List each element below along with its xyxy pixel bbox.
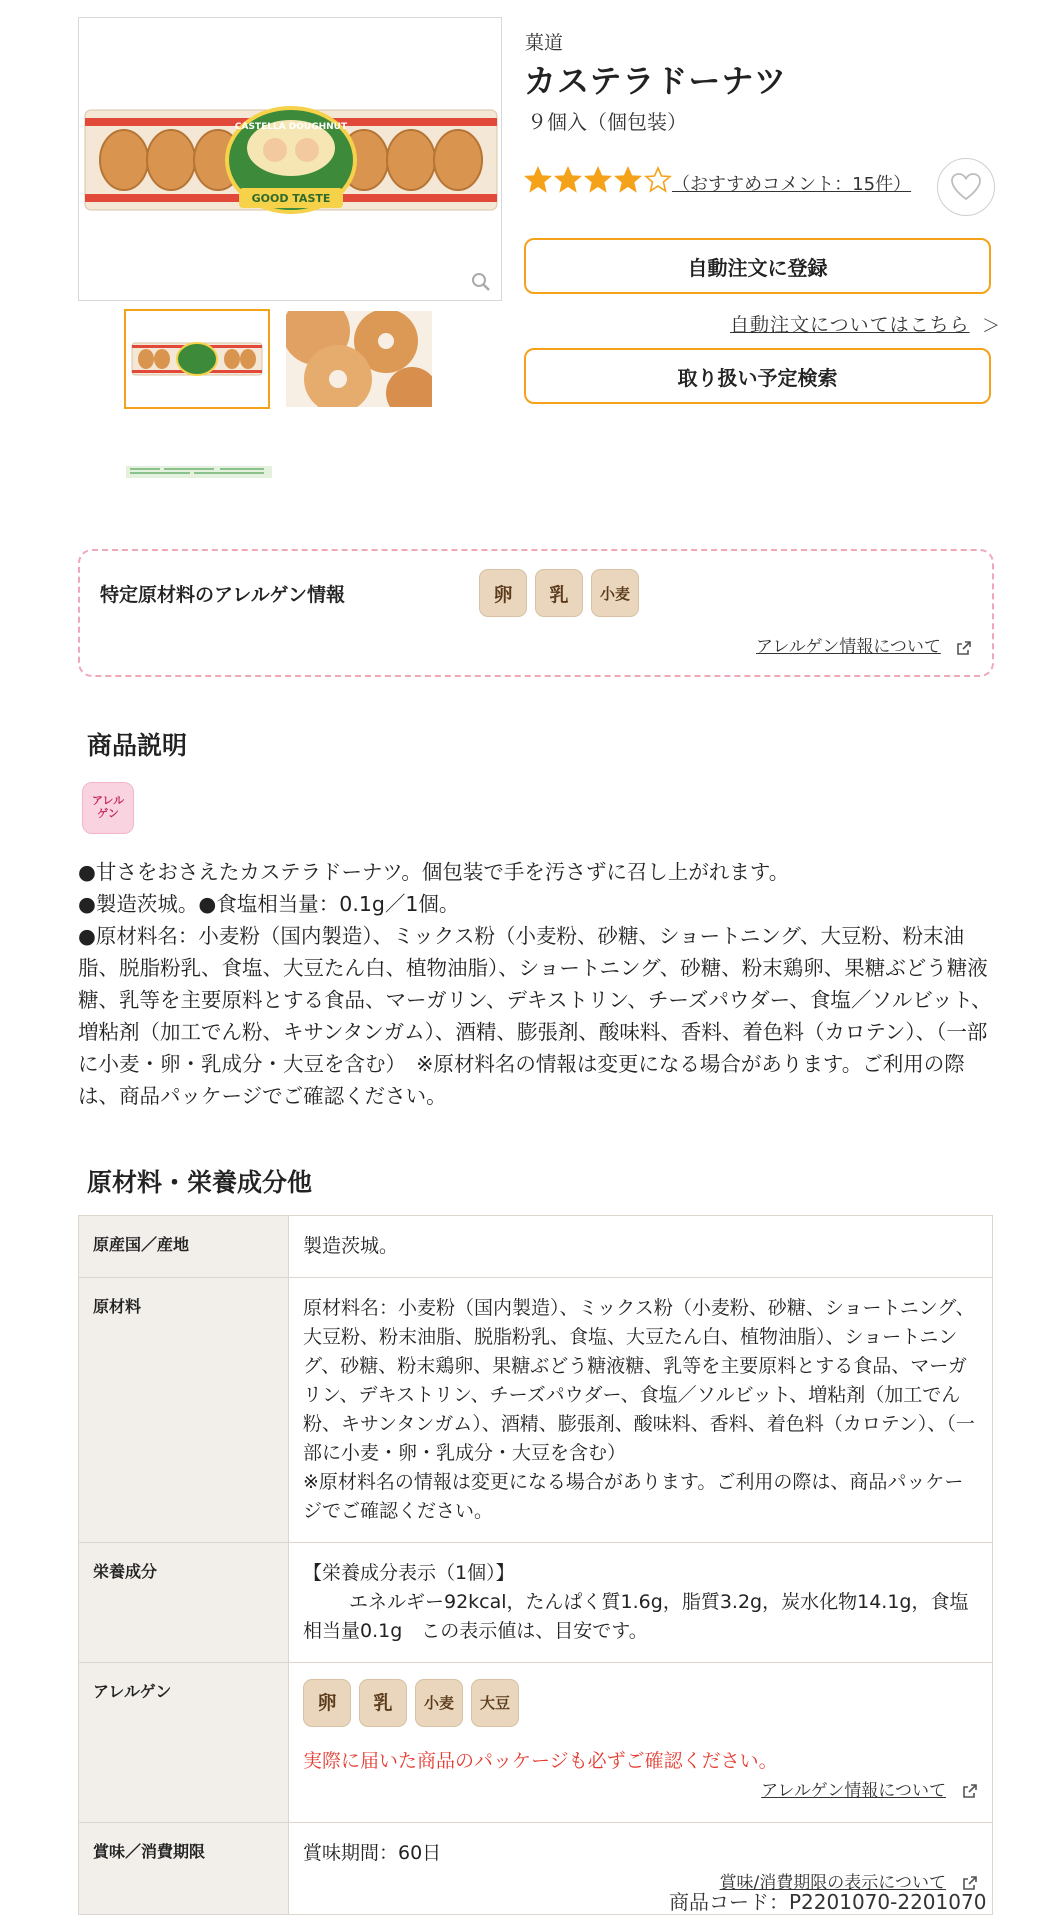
allergen-cell [289, 1663, 993, 1823]
external-link-icon [956, 640, 972, 656]
auto-order-info-link[interactable]: 自動注文についてはこちら [730, 314, 970, 336]
allergen-label: アレルゲン [79, 1663, 289, 1823]
allergen-wheat-icon: 小麦 [415, 1679, 463, 1727]
package-text-top: CASTELLA DOUGHNUT [234, 122, 348, 132]
star-filled-icon [524, 166, 552, 193]
allergen-warning: 実際に届いた商品のパッケージも必ずご確認ください。 [303, 1750, 778, 1772]
favorite-button[interactable] [937, 158, 995, 216]
origin-label: 原産国／産地 [79, 1216, 289, 1278]
star-filled-icon [554, 166, 582, 193]
nutrition-heading: 原材料・栄養成分他 [87, 1168, 313, 1197]
description-line: ●製造茨城。●食塩相当量：0.1g／1個。 [78, 892, 460, 916]
allergen-badge-line2: ゲン [97, 807, 119, 820]
review-comments-link[interactable]: （おすすめコメント：15件） [672, 174, 912, 195]
description-text [78, 856, 998, 1112]
spec-table [78, 1215, 993, 1915]
ingredients-note: ※原材料名の情報は変更になる場合があります。ご利用の際は、商品パッケージでご確認ください。 [303, 1471, 964, 1522]
thumbnail-label-image [124, 458, 274, 484]
allergen-icon-list [303, 1679, 978, 1727]
allergen-soy-icon: 大豆 [471, 1679, 519, 1727]
main-product-image[interactable] [78, 17, 502, 301]
nutrition-title: 【栄養成分表示（1個）】 [303, 1562, 515, 1584]
product-code: 商品コード：P2201070-2201070 [669, 1890, 987, 1914]
allergen-about-link-wrap[interactable] [756, 632, 972, 657]
zoom-icon[interactable] [471, 272, 491, 292]
origin-value: 製造茨城。 [289, 1216, 993, 1278]
nutrition-cell [289, 1543, 993, 1663]
ingredients-cell [289, 1278, 993, 1543]
allergen-info-title: 特定原材料のアレルゲン情報 [100, 584, 346, 606]
nutrition-label: 栄養成分 [79, 1543, 289, 1663]
product-quantity: ９個入（個包装） [527, 110, 687, 134]
allergen-about-link[interactable]: アレルゲン情報について [761, 1781, 946, 1801]
thumbnail-label[interactable] [124, 458, 274, 484]
allergen-egg-icon: 卵 [479, 569, 527, 617]
allergen-wheat-icon: 小麦 [591, 569, 639, 617]
description-heading: 商品説明 [87, 731, 188, 760]
table-row [79, 1543, 993, 1663]
chevron-right-icon: ＞ [982, 316, 1000, 337]
thumbnail-package[interactable] [124, 309, 270, 409]
nutrition-value: エネルギー92kcal，たんぱく質1.6g，脂質3.2g，炭水化物14.1g，食塩相当量0.1g この表示値は、目安です。 [303, 1591, 969, 1642]
maker-name[interactable]: 菓道 [525, 32, 564, 54]
table-row [79, 1663, 993, 1823]
allergen-badge-icon [82, 782, 134, 834]
allergen-about-link[interactable]: アレルゲン情報について [756, 637, 941, 657]
allergen-egg-icon: 卵 [303, 1679, 351, 1727]
expiry-value: 賞味期間：60日 [303, 1842, 442, 1864]
thumbnail-donuts[interactable] [286, 311, 432, 407]
allergen-badge-line1: アレル [91, 794, 125, 808]
schedule-search-button[interactable]: 取り扱い予定検索 [524, 348, 991, 404]
thumbnail-donuts-image [286, 311, 432, 407]
description-line: ●原材料名：小麦粉（国内製造）、ミックス粉（小麦粉、砂糖、ショートニング、大豆粉、粉末油脂、脱脂粉乳、食塩、大豆たん白、植物油脂）、ショートニング、砂糖、粉末鶏卵、果糖ぶどう糖液糖、乳等を主要原料とする食品、マーガリン、デキストリン、チーズパウダー、食塩／ソルビット、増粘剤（加工でん粉、キサンタンガム）、酒精、膨張剤、酸味料、香料、着色料（カロテン）、（一部に小麦・卵・乳成分・大豆を含む） ※原材料名の情報は変更になる場合があります。ご利用の際は、商品パッケージでご確認ください。 [78, 924, 992, 1108]
ingredients-value: 原材料名：小麦粉（国内製造）、ミックス粉（小麦粉、砂糖、ショートニング、大豆粉、粉末油脂、脱脂粉乳、食塩、大豆たん白、植物油脂）、ショートニング、砂糖、粉末鶏卵、果糖ぶどう糖液糖、乳等を主要原料とする食品、マーガリン、デキストリン、チーズパウダー、食塩／ソルビット、増粘剤（加工でん粉、キサンタンガム）、酒精、膨張剤、酸味料、香料、着色料（カロテン）、（一部に小麦・卵・乳成分・大豆を含む） [303, 1297, 975, 1464]
product-package-illustration [79, 18, 502, 301]
allergen-about-link-wrap[interactable] [303, 1776, 978, 1806]
product-title: カステラドーナツ [524, 62, 788, 100]
star-filled-icon [584, 166, 612, 193]
rating-stars [524, 166, 672, 193]
heart-icon [950, 172, 982, 202]
expiry-label: 賞味／消費期限 [79, 1823, 289, 1915]
ingredients-label: 原材料 [79, 1278, 289, 1543]
allergen-milk-icon: 乳 [359, 1679, 407, 1727]
allergen-icon-list [479, 569, 639, 617]
allergen-milk-icon: 乳 [535, 569, 583, 617]
thumbnail-package-image [126, 311, 268, 407]
description-line: ●甘さをおさえたカステラドーナツ。個包装で手を汚さずに召し上がれます。 [78, 860, 790, 884]
star-empty-icon [644, 166, 672, 193]
table-row [79, 1216, 993, 1278]
auto-order-button[interactable]: 自動注文に登録 [524, 238, 991, 294]
table-row [79, 1278, 993, 1543]
star-filled-icon [614, 166, 642, 193]
expiry-about-link[interactable]: 賞味/消費期限の表示について [719, 1873, 946, 1893]
package-text-bottom: GOOD TASTE [251, 192, 331, 205]
external-link-icon [962, 1783, 978, 1799]
